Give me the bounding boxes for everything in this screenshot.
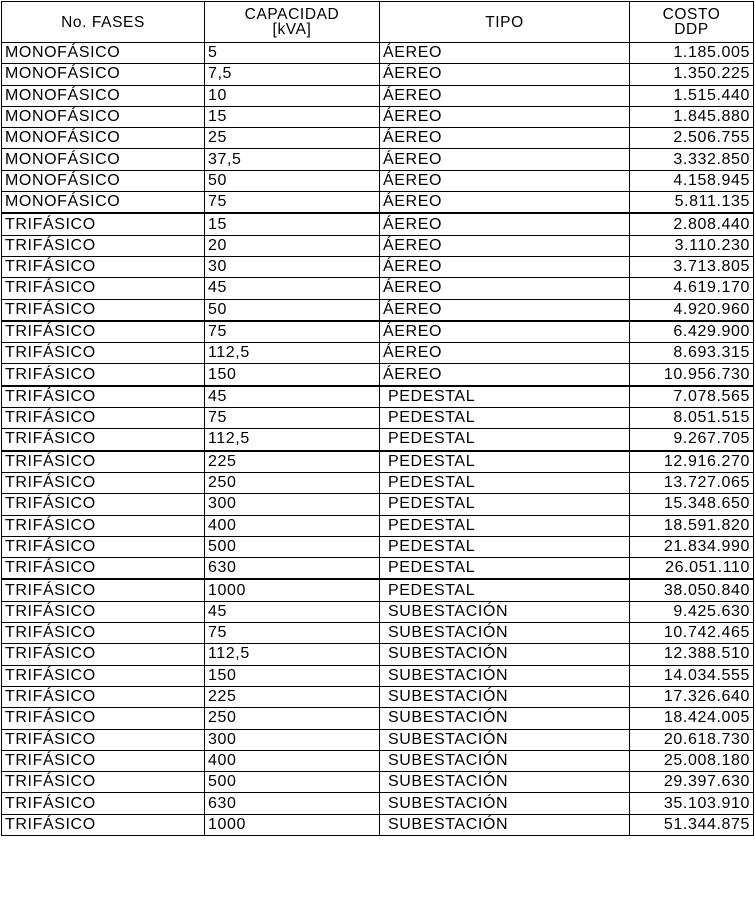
cell-tipo: ÁEREO: [380, 235, 630, 256]
cell-capacidad: 30: [205, 256, 380, 277]
cell-costo: 4.920.960: [630, 299, 754, 321]
cell-tipo: PEDESTAL: [380, 558, 630, 580]
cell-capacidad: 5: [205, 43, 380, 64]
cell-fases: TRIFÁSICO: [2, 213, 205, 235]
table-header: [2, 2, 754, 43]
cell-costo: 17.326.640: [630, 686, 754, 707]
cell-costo: 9.267.705: [630, 429, 754, 451]
cell-costo: 20.618.730: [630, 729, 754, 750]
cell-capacidad: 500: [205, 536, 380, 557]
cell-costo: 18.424.005: [630, 708, 754, 729]
cell-fases: TRIFÁSICO: [2, 579, 205, 601]
table-row: [2, 343, 754, 364]
table-row: [2, 408, 754, 429]
cell-tipo: ÁEREO: [380, 106, 630, 127]
cell-tipo: ÁEREO: [380, 85, 630, 106]
table-row: [2, 386, 754, 408]
cell-capacidad: 250: [205, 472, 380, 493]
cell-tipo: SUBESTACIÓN: [380, 793, 630, 814]
cell-fases: TRIFÁSICO: [2, 793, 205, 814]
cell-costo: 4.158.945: [630, 170, 754, 191]
cell-fases: TRIFÁSICO: [2, 429, 205, 451]
table-row: [2, 256, 754, 277]
cell-costo: 29.397.630: [630, 772, 754, 793]
table-row: [2, 579, 754, 601]
table-row: [2, 149, 754, 170]
header-tipo-label: TIPO: [485, 13, 524, 31]
table-row: [2, 665, 754, 686]
cell-fases: TRIFÁSICO: [2, 729, 205, 750]
cell-capacidad: 15: [205, 106, 380, 127]
cell-tipo: SUBESTACIÓN: [380, 729, 630, 750]
cell-fases: MONOFÁSICO: [2, 85, 205, 106]
cell-fases: MONOFÁSICO: [2, 106, 205, 127]
cell-capacidad: 250: [205, 708, 380, 729]
table-row: [2, 321, 754, 343]
cell-capacidad: 75: [205, 408, 380, 429]
header-capacidad-line2: [kVA]: [272, 21, 312, 38]
cell-fases: TRIFÁSICO: [2, 386, 205, 408]
table-row: [2, 494, 754, 515]
header-costo: [630, 2, 754, 43]
table-row: [2, 515, 754, 536]
cell-costo: 38.050.840: [630, 579, 754, 601]
cell-tipo: PEDESTAL: [380, 451, 630, 473]
cell-fases: MONOFÁSICO: [2, 128, 205, 149]
cell-capacidad: 112,5: [205, 343, 380, 364]
table-row: [2, 43, 754, 64]
cell-capacidad: 45: [205, 601, 380, 622]
cell-fases: TRIFÁSICO: [2, 515, 205, 536]
cell-costo: 1.350.225: [630, 64, 754, 85]
cell-tipo: PEDESTAL: [380, 472, 630, 493]
cell-tipo: ÁEREO: [380, 256, 630, 277]
cell-costo: 13.727.065: [630, 472, 754, 493]
cell-costo: 15.348.650: [630, 494, 754, 515]
table-row: [2, 192, 754, 214]
cell-capacidad: 150: [205, 665, 380, 686]
table-body: [2, 43, 754, 836]
cell-costo: 12.916.270: [630, 451, 754, 473]
cell-fases: MONOFÁSICO: [2, 170, 205, 191]
header-costo-line2: DDP: [674, 21, 709, 38]
cell-fases: TRIFÁSICO: [2, 343, 205, 364]
cell-tipo: ÁEREO: [380, 321, 630, 343]
cell-capacidad: 20: [205, 235, 380, 256]
cell-capacidad: 75: [205, 623, 380, 644]
cell-fases: TRIFÁSICO: [2, 558, 205, 580]
cell-capacidad: 7,5: [205, 64, 380, 85]
cell-costo: 25.008.180: [630, 750, 754, 771]
header-fases: [2, 2, 205, 43]
header-capacidad-line1: CAPACIDAD: [244, 6, 340, 23]
cell-fases: TRIFÁSICO: [2, 750, 205, 771]
cell-costo: 2.808.440: [630, 213, 754, 235]
table-row: [2, 213, 754, 235]
header-costo-line1: COSTO: [662, 6, 721, 23]
cell-fases: TRIFÁSICO: [2, 772, 205, 793]
table-row: [2, 644, 754, 665]
cell-fases: TRIFÁSICO: [2, 601, 205, 622]
cell-fases: MONOFÁSICO: [2, 192, 205, 214]
cell-costo: 18.591.820: [630, 515, 754, 536]
cell-capacidad: 300: [205, 729, 380, 750]
cell-capacidad: 75: [205, 321, 380, 343]
cell-tipo: SUBESTACIÓN: [380, 601, 630, 622]
cell-capacidad: 10: [205, 85, 380, 106]
cell-tipo: ÁEREO: [380, 299, 630, 321]
cell-fases: TRIFÁSICO: [2, 494, 205, 515]
cell-capacidad: 150: [205, 364, 380, 386]
table-row: [2, 708, 754, 729]
cell-tipo: PEDESTAL: [380, 579, 630, 601]
header-tipo: [380, 2, 630, 43]
cell-costo: 21.834.990: [630, 536, 754, 557]
cell-fases: MONOFÁSICO: [2, 43, 205, 64]
cell-tipo: SUBESTACIÓN: [380, 708, 630, 729]
cell-costo: 9.425.630: [630, 601, 754, 622]
table-row: [2, 623, 754, 644]
cell-capacidad: 1000: [205, 814, 380, 835]
table-row: [2, 793, 754, 814]
cell-costo: 3.332.850: [630, 149, 754, 170]
cell-fases: TRIFÁSICO: [2, 408, 205, 429]
cell-tipo: PEDESTAL: [380, 494, 630, 515]
cell-capacidad: 225: [205, 686, 380, 707]
header-fases-label: No. FASES: [61, 13, 145, 31]
cell-capacidad: 1000: [205, 579, 380, 601]
cell-capacidad: 400: [205, 515, 380, 536]
cell-capacidad: 500: [205, 772, 380, 793]
cell-tipo: SUBESTACIÓN: [380, 814, 630, 835]
table-row: [2, 558, 754, 580]
cell-capacidad: 45: [205, 386, 380, 408]
table-row: [2, 128, 754, 149]
transformer-cost-table-container: [1, 1, 753, 836]
cell-capacidad: 75: [205, 192, 380, 214]
cell-capacidad: 25: [205, 128, 380, 149]
cell-fases: TRIFÁSICO: [2, 278, 205, 299]
cell-costo: 2.506.755: [630, 128, 754, 149]
table-row: [2, 106, 754, 127]
cell-costo: 8.693.315: [630, 343, 754, 364]
cell-capacidad: 630: [205, 558, 380, 580]
cell-tipo: ÁEREO: [380, 343, 630, 364]
cell-fases: TRIFÁSICO: [2, 708, 205, 729]
table-row: [2, 170, 754, 191]
cell-costo: 7.078.565: [630, 386, 754, 408]
table-row: [2, 451, 754, 473]
cell-costo: 5.811.135: [630, 192, 754, 214]
cell-fases: TRIFÁSICO: [2, 536, 205, 557]
cell-capacidad: 112,5: [205, 644, 380, 665]
cell-capacidad: 50: [205, 299, 380, 321]
cell-fases: TRIFÁSICO: [2, 364, 205, 386]
cell-costo: 4.619.170: [630, 278, 754, 299]
cell-costo: 1.845.880: [630, 106, 754, 127]
cell-fases: TRIFÁSICO: [2, 623, 205, 644]
cell-tipo: PEDESTAL: [380, 408, 630, 429]
cell-fases: TRIFÁSICO: [2, 686, 205, 707]
cell-tipo: PEDESTAL: [380, 429, 630, 451]
cell-fases: TRIFÁSICO: [2, 321, 205, 343]
cell-costo: 14.034.555: [630, 665, 754, 686]
header-capacidad: [205, 2, 380, 43]
cell-fases: TRIFÁSICO: [2, 644, 205, 665]
table-row: [2, 299, 754, 321]
cell-fases: TRIFÁSICO: [2, 814, 205, 835]
table-row: [2, 85, 754, 106]
cell-costo: 1.185.005: [630, 43, 754, 64]
cell-fases: TRIFÁSICO: [2, 472, 205, 493]
cell-fases: TRIFÁSICO: [2, 256, 205, 277]
cell-costo: 51.344.875: [630, 814, 754, 835]
cell-costo: 8.051.515: [630, 408, 754, 429]
cell-tipo: SUBESTACIÓN: [380, 686, 630, 707]
cell-costo: 10.742.465: [630, 623, 754, 644]
cell-tipo: ÁEREO: [380, 213, 630, 235]
cell-fases: TRIFÁSICO: [2, 235, 205, 256]
table-row: [2, 814, 754, 835]
cell-tipo: ÁEREO: [380, 149, 630, 170]
cell-tipo: ÁEREO: [380, 364, 630, 386]
cell-tipo: PEDESTAL: [380, 515, 630, 536]
table-row: [2, 750, 754, 771]
cell-tipo: SUBESTACIÓN: [380, 665, 630, 686]
cell-fases: MONOFÁSICO: [2, 149, 205, 170]
cell-tipo: SUBESTACIÓN: [380, 750, 630, 771]
cell-costo: 1.515.440: [630, 85, 754, 106]
cell-tipo: ÁEREO: [380, 128, 630, 149]
cell-costo: 3.713.805: [630, 256, 754, 277]
cell-fases: MONOFÁSICO: [2, 64, 205, 85]
cell-capacidad: 225: [205, 451, 380, 473]
cell-tipo: SUBESTACIÓN: [380, 644, 630, 665]
cell-tipo: ÁEREO: [380, 192, 630, 214]
cell-capacidad: 50: [205, 170, 380, 191]
table-row: [2, 278, 754, 299]
cell-capacidad: 112,5: [205, 429, 380, 451]
cell-tipo: ÁEREO: [380, 43, 630, 64]
table-row: [2, 536, 754, 557]
cell-fases: TRIFÁSICO: [2, 299, 205, 321]
cell-tipo: ÁEREO: [380, 278, 630, 299]
cell-tipo: ÁEREO: [380, 64, 630, 85]
table-row: [2, 729, 754, 750]
cell-tipo: ÁEREO: [380, 170, 630, 191]
cell-capacidad: 15: [205, 213, 380, 235]
table-row: [2, 601, 754, 622]
table-row: [2, 64, 754, 85]
table-row: [2, 364, 754, 386]
transformer-cost-table: [1, 1, 754, 836]
cell-capacidad: 300: [205, 494, 380, 515]
cell-tipo: SUBESTACIÓN: [380, 623, 630, 644]
header-row: [2, 2, 754, 43]
cell-capacidad: 45: [205, 278, 380, 299]
cell-costo: 10.956.730: [630, 364, 754, 386]
cell-costo: 12.388.510: [630, 644, 754, 665]
cell-costo: 6.429.900: [630, 321, 754, 343]
cell-capacidad: 400: [205, 750, 380, 771]
table-row: [2, 235, 754, 256]
cell-capacidad: 37,5: [205, 149, 380, 170]
table-row: [2, 429, 754, 451]
table-row: [2, 472, 754, 493]
cell-costo: 3.110.230: [630, 235, 754, 256]
cell-costo: 26.051.110: [630, 558, 754, 580]
cell-tipo: PEDESTAL: [380, 386, 630, 408]
cell-tipo: SUBESTACIÓN: [380, 772, 630, 793]
cell-tipo: PEDESTAL: [380, 536, 630, 557]
cell-costo: 35.103.910: [630, 793, 754, 814]
table-row: [2, 772, 754, 793]
cell-fases: TRIFÁSICO: [2, 665, 205, 686]
table-row: [2, 686, 754, 707]
cell-fases: TRIFÁSICO: [2, 451, 205, 473]
cell-capacidad: 630: [205, 793, 380, 814]
